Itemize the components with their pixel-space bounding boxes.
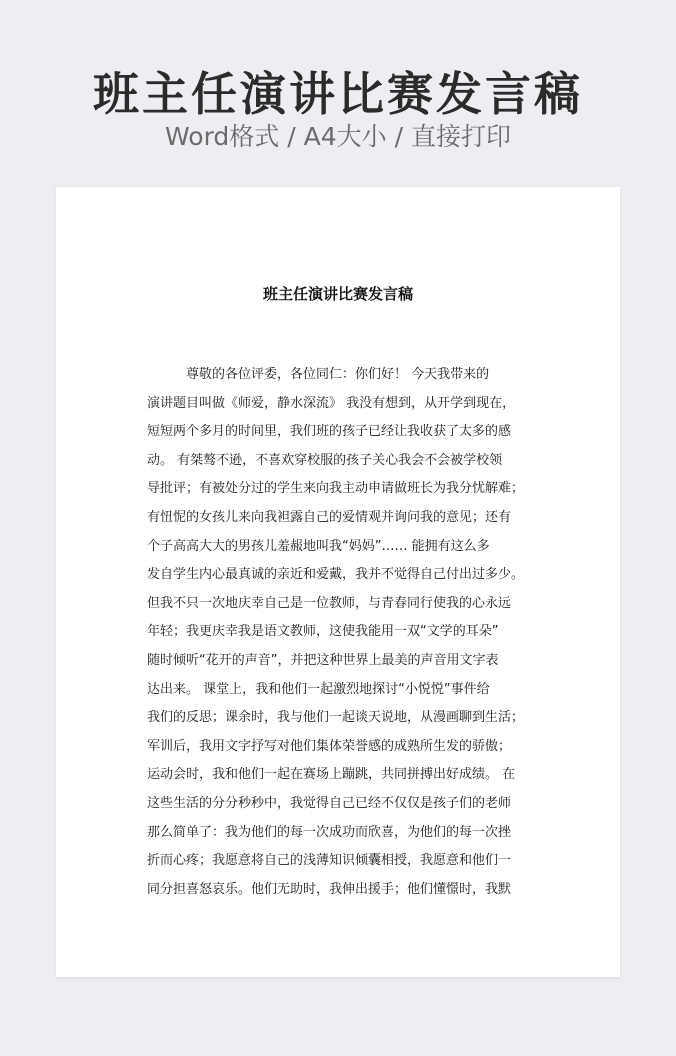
banner-title: 班主任演讲比赛发言稿 — [93, 67, 583, 121]
document-title: 班主任演讲比赛发言稿 — [262, 285, 413, 303]
document-line: 我们的反思；课余时，我与他们一起谈天说地，从漫画聊到生活； — [147, 710, 525, 726]
document-line: 这些生活的分分秒秒中，我觉得自己已经不仅仅是孩子们的老师 — [147, 795, 512, 811]
document-line: 运动会时，我和他们一起在赛场上蹦跳，共同拼搏出好成绩。 在 — [147, 767, 516, 783]
document-page — [56, 187, 620, 977]
document-line: 演讲题目叫做《师爱，静水深流》 我没有想到，从开学到现在， — [147, 395, 516, 411]
document-line: 尊敬的各位评委，各位同仁：你们好！ 今天我带来的 — [147, 367, 490, 382]
document-line: 随时倾听“花开的声音”，并把这种世界上最美的声音用文字表 — [147, 652, 499, 668]
document-line: 有忸怩的女孩儿来向我袒露自己的爱情观并询问我的意见；还有 — [147, 509, 512, 525]
document-line: 导批评；有被处分过的学生来向我主动申请做班长为我分忧解难； — [147, 481, 525, 497]
document-line: 同分担喜怒哀乐。他们无助时，我伸出援手；他们懂憬时，我默 — [147, 881, 512, 897]
document-line: 但我不只一次地庆幸自己是一位教师，与青春同行使我的心永远 — [147, 595, 512, 611]
document-line: 发自学生内心最真诚的亲近和爱戴，我并不觉得自己付出过多少。 — [147, 567, 525, 583]
document-line: 动。 有桀骜不逊，不喜欢穿校服的孩子关心我会不会被学校领 — [147, 452, 503, 468]
document-line: 折而心疼；我愿意将自己的浅薄知识倾囊相授，我愿意和他们一 — [147, 853, 512, 869]
document-line: 个子高高大大的男孩儿羞赧地叫我“妈妈”…… 能拥有这么多 — [147, 538, 490, 554]
document-body — [147, 361, 547, 904]
document-line: 军训后，我用文字抒写对他们集体荣誉感的成熟所生发的骄傲； — [147, 738, 512, 754]
document-line: 达出来。 课堂上，我和他们一起激烈地探讨“小悦悦”事件给 — [147, 681, 490, 697]
document-line: 那么简单了：我为他们的每一次成功而欣喜，为他们的每一次挫 — [147, 824, 512, 840]
banner-subtitle: Word格式 / A4大小 / 直接打印 — [165, 122, 511, 151]
document-line: 年轻；我更庆幸我是语文教师，这使我能用一双“文学的耳朵” — [147, 624, 499, 640]
document-line: 短短两个多月的时间里，我们班的孩子已经让我收获了太多的感 — [147, 424, 512, 440]
